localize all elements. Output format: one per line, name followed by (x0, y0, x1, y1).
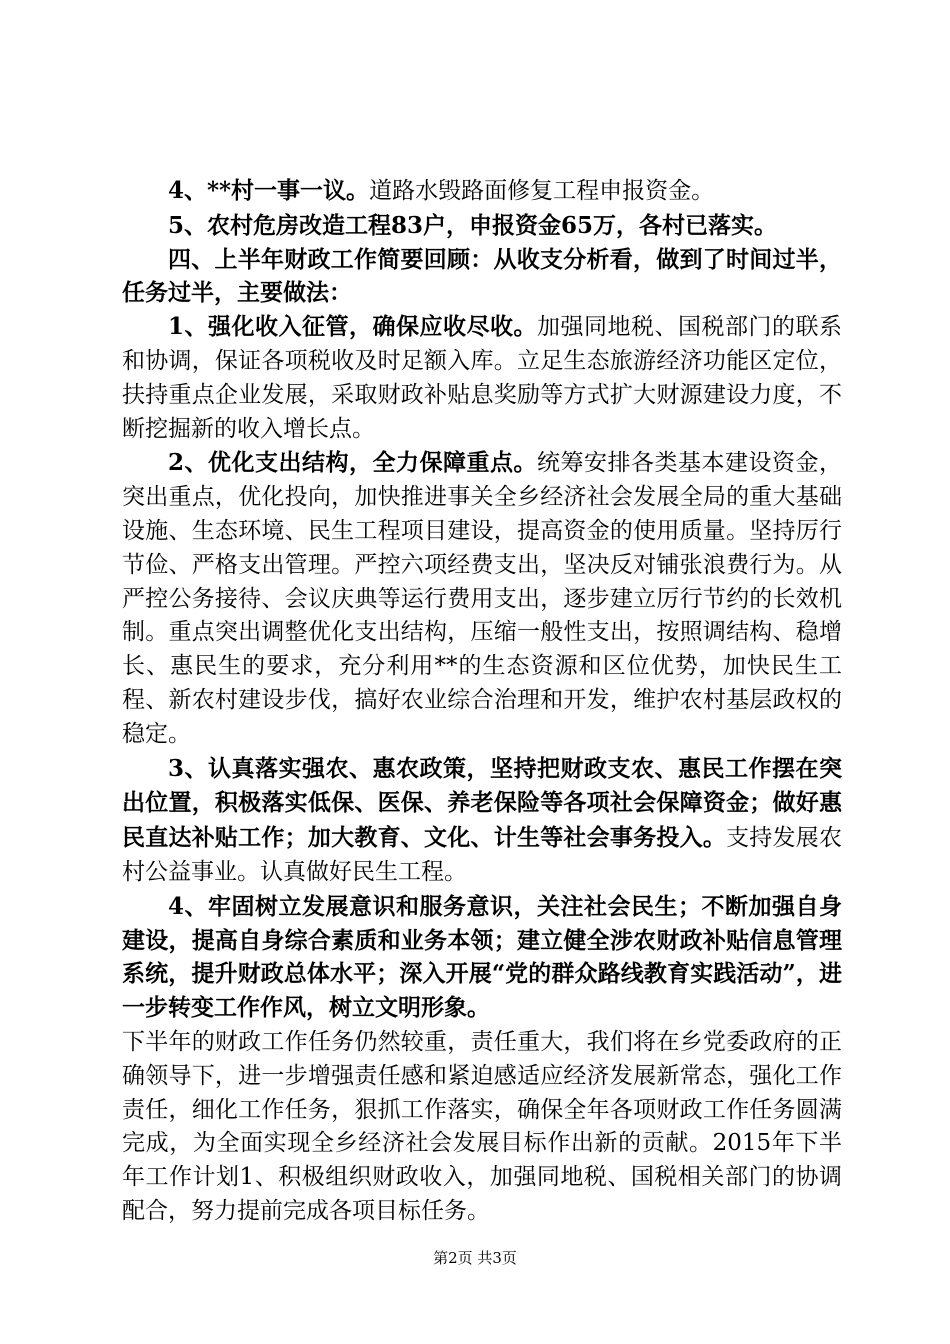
paragraph-method-4 (122, 890, 842, 1025)
paragraph-method-3 (122, 752, 842, 890)
paragraph-body: 统筹安排各类基本建设资金，突出重点，优化投向，加快推进事关全乡经济社会发展全局的重大基础设施、生态环境、民生工程项目建设，提高资金的使用质量。坚持厉行节俭、严格支出管理。严控六项经费支出，坚决反对铺张浪费行为。从严控公务接待、会议庆典等运行费用支出，逐步建立厉行节约的长效机制。重点突出调整优化支出结构，压缩一般性支出，按照调结构、稳增长、惠民生的要求，充分利用**的生态资源和区位优势，加快民生工程、新农村建设步伐，搞好农业综合治理和开发，维护农村基层政权的稳定。 (122, 450, 842, 747)
section-heading-four (122, 243, 842, 311)
paragraph-body: 支持发展农村公益事业。认真做好民生工程。 (122, 825, 843, 885)
paragraph-method-2 (122, 446, 842, 751)
paragraph-body: 下半年的财政工作任务仍然较重，责任重大，我们将在乡党委政府的正确领导下，进一步增强责任感和紧迫感适应经济发展新常态，强化工作责任，细化工作任务，狠抓工作落实，确保全年各项财政工作任务圆满完成，为全面实现全乡经济社会发展目标作出新的贡献。2015年下半年工作计划1、积极组织财政收入，加强同地税、国税相关部门的协调配合，努力提前完成各项目标任务。 (122, 1028, 842, 1224)
paragraph-lead: 2、优化支出结构，全力保障重点。 (168, 449, 537, 477)
paragraph-lead: 5、农村危房改造工程83户，申报资金65万，各村已落实。 (168, 211, 778, 239)
paragraph-item-5 (122, 209, 842, 243)
paragraph-lead: 1、强化收入征管，确保应收尽收。 (168, 313, 537, 341)
paragraph-lead: 4、牢固树立发展意识和服务意识，关注社会民生；不断加强自身建设，提高自身综合素质和业务本领；建立健全涉农财政补贴信息管理系统，提升财政总体水平；深入开展“党的群众路线教育实践活动”，进一步转变工作作风，树立文明形象。 (122, 892, 842, 1022)
paragraph-lead: 4、**村一事一议。 (168, 177, 370, 204)
paragraph-body: 加强同地税、国税部门的联系和协调，保证各项税收及时足额入库。立足生态旅游经济功能区定位，扶持重点企业发展，采取财政补贴息奖励等方式扩大财源建设力度，不断挖掘新的收入增长点。 (122, 314, 842, 442)
paragraph-second-half (122, 1025, 842, 1229)
paragraph-method-1 (122, 310, 842, 446)
paragraph-body: 道路水毁路面修复工程申报资金。 (369, 178, 715, 204)
page-number-label: 第2页 共3页 (433, 1249, 517, 1267)
paragraph-lead: 3、认真落实强农、惠农政策，坚持把财政支农、惠民工作摆在突出位置，积极落实低保、医保、养老保险等各项社会保障资金；做好惠民直达补贴工作；加大教育、文化、计生等社会事务投入。 (122, 754, 842, 852)
document-body (122, 174, 842, 1229)
paragraph-item-4 (122, 174, 842, 209)
page-footer (0, 1247, 950, 1268)
paragraph-lead: 四、上半年财政工作简要回顾：从收支分析看，做到了时间过半，任务过半，主要做法： (122, 245, 842, 307)
